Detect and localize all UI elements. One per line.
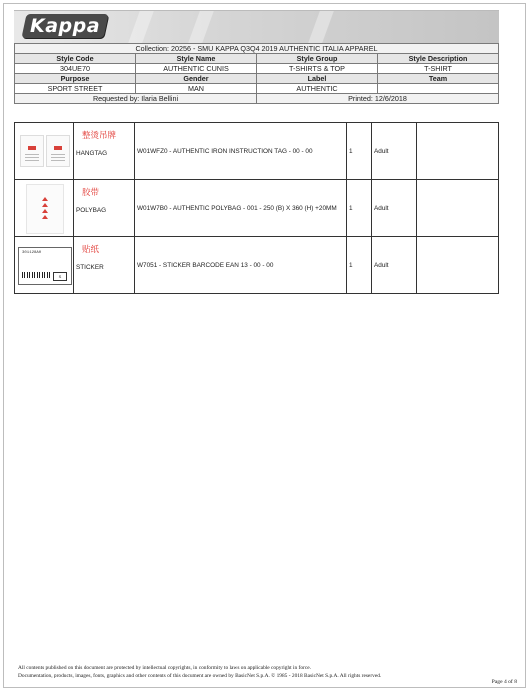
sticker-size: S [53, 272, 67, 281]
item-empty-cell [417, 180, 499, 237]
item-cn-label: 整烫吊牌 [82, 131, 117, 141]
item-cn-label: 胶带 [82, 188, 100, 198]
item-empty-cell [417, 237, 499, 294]
text-line [25, 157, 39, 158]
banner-stripe [188, 11, 214, 43]
item-name-cell [74, 123, 135, 180]
sticker-label [18, 247, 72, 285]
purpose-value: SPORT STREET [15, 84, 136, 94]
item-name: POLYBAG [76, 207, 107, 214]
item-description: W01W7B0 - AUTHENTIC POLYBAG - 001 - 250 (B) X 360 (H) +20MM [135, 180, 347, 237]
text-line [51, 160, 65, 161]
polybag-thumbnail [16, 182, 72, 234]
item-image-cell [15, 180, 74, 237]
text-line [25, 160, 39, 161]
item-cn-label: 贴纸 [82, 245, 100, 255]
warning-mark [42, 215, 48, 219]
hangtag-thumbnail [16, 125, 72, 177]
table-row [15, 180, 499, 237]
warning-mark [42, 203, 48, 207]
style-group-value: T-SHIRTS & TOP [257, 64, 378, 74]
item-image-cell [15, 237, 74, 294]
item-image-cell [15, 123, 74, 180]
header-style-name: Style Name [136, 54, 257, 64]
header-style-description: Style Description [378, 54, 499, 64]
hangtag-card [46, 135, 70, 167]
item-size: Adult [372, 237, 417, 294]
requested-by: Requested by: Ilaria Bellini [15, 94, 257, 104]
hangtag-logo [28, 146, 36, 150]
sticker-thumbnail [16, 239, 72, 291]
page-number: Page 4 of 8 [491, 679, 517, 685]
item-size: Adult [372, 123, 417, 180]
item-name-cell [74, 180, 135, 237]
header-style-code: Style Code [15, 54, 136, 64]
copyright-footer [18, 664, 518, 680]
label-value: AUTHENTIC [257, 84, 378, 94]
header-style-group: Style Group [257, 54, 378, 64]
trims-table [14, 122, 499, 294]
item-quantity: 1 [347, 237, 372, 294]
style-code-value: 304UE70 [15, 64, 136, 74]
item-description: W01WFZ0 - AUTHENTIC IRON INSTRUCTION TAG - 00 - 00 [135, 123, 347, 180]
text-line [51, 154, 65, 155]
item-name: STICKER [76, 264, 104, 271]
hangtag-card [20, 135, 44, 167]
team-value [378, 84, 499, 94]
gender-value: MAN [136, 84, 257, 94]
printed-date: Printed: 12/6/2018 [257, 94, 499, 104]
item-description: W7051 - STICKER BARCODE EAN 13 - 00 - 00 [135, 237, 347, 294]
copyright-line: All contents published on this document are protected by intellectual copyrights, in conformity to laws on applicable copyright in force. [18, 665, 311, 671]
collection-title: Collection: 20256 - SMU KAPPA Q3Q4 2019 AUTHENTIC ITALIA APPAREL [15, 44, 499, 54]
style-description-value: T-SHIRT [378, 64, 499, 74]
table-row [15, 123, 499, 180]
banner-stripe [128, 11, 154, 43]
style-name-value: AUTHENTIC CUNIS [136, 64, 257, 74]
header-gender: Gender [136, 74, 257, 84]
header-label: Label [257, 74, 378, 84]
item-quantity: 1 [347, 180, 372, 237]
table-row [15, 237, 499, 294]
item-name: HANGTAG [76, 150, 108, 157]
page-border [3, 3, 526, 688]
warning-mark [42, 209, 48, 213]
style-info-table [14, 43, 499, 104]
sticker-code: 301128A0 [22, 251, 42, 255]
header-team: Team [378, 74, 499, 84]
item-size: Adult [372, 180, 417, 237]
barcode-icon [22, 272, 52, 278]
text-line [51, 157, 65, 158]
kappa-logo-text: Kappa [30, 15, 101, 37]
item-name-cell [74, 237, 135, 294]
item-empty-cell [417, 123, 499, 180]
hangtag-logo [54, 146, 62, 150]
text-line [25, 154, 39, 155]
warning-mark [42, 197, 48, 201]
header-purpose: Purpose [15, 74, 136, 84]
polybag-shape [26, 184, 64, 234]
item-quantity: 1 [347, 123, 372, 180]
copyright-line: Documentation, products, images, fonts, graphics and other contents of this document are owned by BasicNet S.p.A. © 1985 - 2018 BasicNet S.p.A. All rights reserved. [18, 673, 382, 679]
header-banner [14, 10, 499, 44]
banner-stripe [308, 11, 334, 43]
